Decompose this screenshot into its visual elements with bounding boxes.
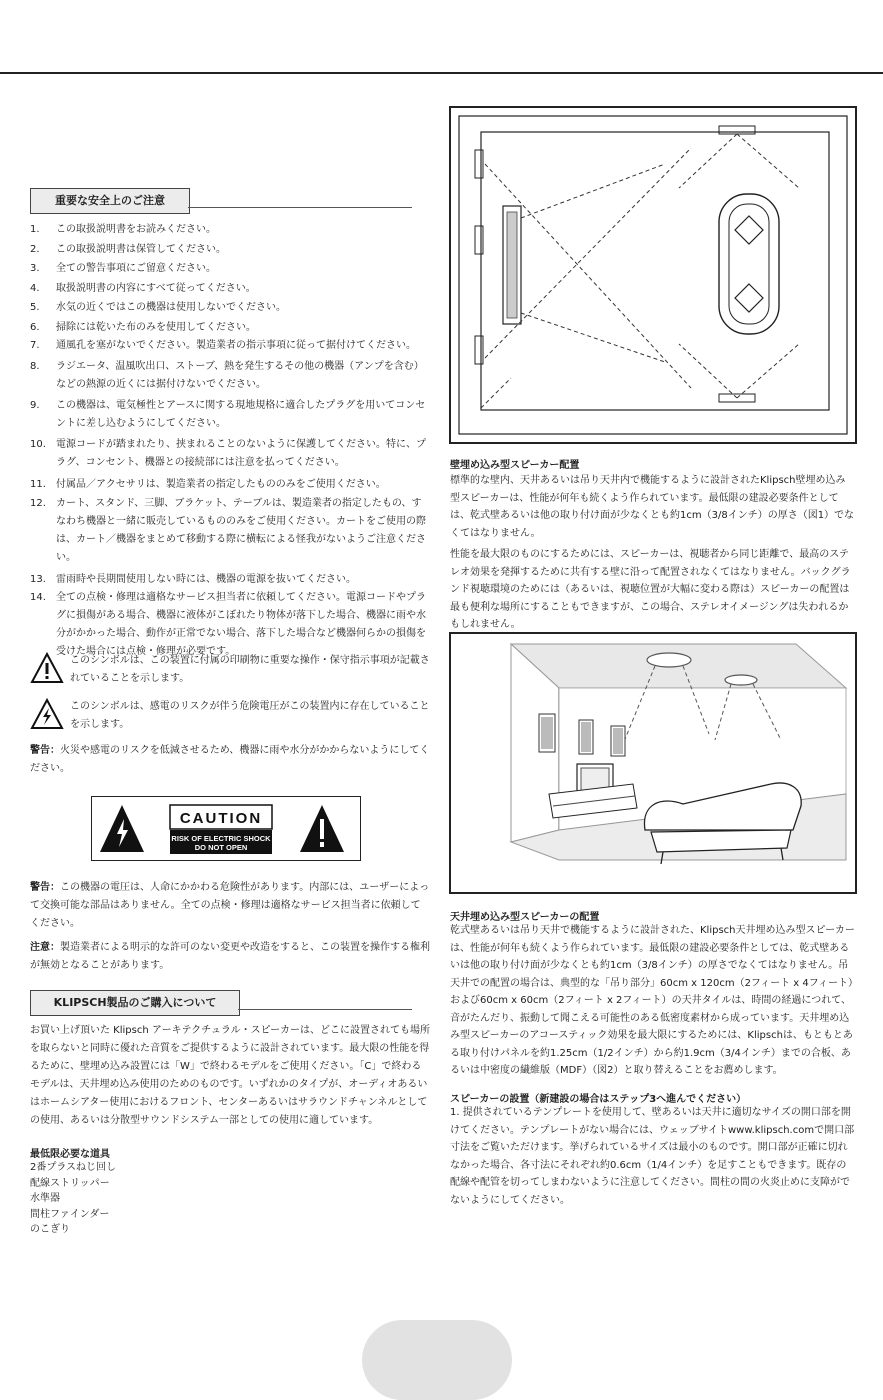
sofa-icon — [719, 194, 779, 334]
list-item: 3. 全ての警告事項にご留意ください。 — [30, 263, 216, 274]
notice: 注意：製造業者による明示的な許可のない変更や改造をすると、この装置を操作する権利が無効となることがあります。 — [30, 942, 430, 971]
symbol-shock-row — [30, 698, 430, 734]
caution-line1: RISK OF ELECTRIC SHOCK — [171, 834, 271, 843]
install-para1: 1. 提供されているテンプレートを使用して、壁あるいは天井に適切なサイズの開口部を開けてください。テンプレートがない場合には、ウェッブサイトwww.klipsch.comで開口部寸法をご覧いただけます。挙げられているサイズは最小のものです。開口部が正確に切れなかった場合、各寸法にそれぞれ約0.6cm（1/4インチ）を足すこともできます。既存の配線や配管を切ってしまわないように注意してください。間柱の間の火炎止めに支障がでないようにしてください。 — [450, 1107, 855, 1206]
list-item: 間柱ファインダー — [30, 1208, 110, 1220]
list-item: 7. 通風孔を塞がないでください。製造業者の指示事項に従って据付けてください。 — [30, 340, 416, 351]
list-item: 4. 取扱説明書の内容にすべて従ってください。 — [30, 282, 256, 294]
ceiling-para1: 乾式壁あるいは吊り天井で機能するように設計された、Klipsch天井埋め込み型スピーカーは、性能が何年も続くよう作られています。最低限の建設必要条件としては、乾式壁あるいは他の取り付け面が少なくとも約1cm（3/8インチ）の厚さでなくてはなりません。吊天井での配置の場合は、典型的な「吊り部分」60cm x 120cm（2フィート x 4フィート）および60cm x 60cm（2フィート x 2フィート）の天井タイルは、時間の経過につれて、音がたんだり、振動して聞こえる可能性のある低密度素材から成っています。天井埋め込み型スピーカーのアコースティック効果を最大限にするためには、Klipschは、もともとある取り付けパネルを約1.25cm（1/2インチ）から約1.9cm（3/4インチ）までの合板、あるいは中密度の繊維版（MDF）（図2）と取り替えることをお薦めします。 — [450, 925, 855, 1076]
wall-para2: 性能を最大限のものにするためには、スピーカーは、視聴者から同じ距離で、最高のステレオ効果を発揮するために共有する壁に沿って配置されなくてはなりません。バックグランド視聴環境のためには（あるいは、視聴位置が大幅に変わる際は）スピーカーの配置は最も便利な場所にすることもできますが、この場合、ステレオイメージングは失われるかもしれません。 — [450, 549, 851, 630]
list-item: 11. 付属品／アクセサリは、製造業者の指定したもののみをご使用ください。 — [30, 479, 386, 490]
caution-line2: DO NOT OPEN — [194, 843, 248, 852]
safety-heading: 重要な安全上のご注意 — [30, 188, 190, 214]
symbol2-text: このシンボルは、感電のリスクが伴う危険電圧がこの装置内に存在していることを示します。 — [70, 701, 430, 730]
tools-heading: 最低限必要な道具 — [30, 1149, 110, 1160]
list-item: 5. 水気の近くではこの機器は使用しないでください。 — [30, 302, 286, 313]
list-item: 8. ラジエータ、温風吹出口、ストーブ、熱を発生するその他の機器（アンプを含む）などの熱源の近くには据付けないでください。 — [30, 361, 424, 390]
figure-ceiling-placement — [449, 632, 857, 894]
exclamation-warning-icon — [300, 805, 344, 852]
purchase-body: お買い上げ頂いた Klipsch アーキテクチュラル・スピーカーは、どこに設置されても場所を取らないと同時に優れた音質をご提供するように設計されています。最大限の性能を得るために、壁埋め込み設置には「W」で終わるモデルをご使用ください。「C」で終わるモデルは、天井埋め込み使用のためのものです。いずれかのタイプが、オーディオあるいはホームシアター使用におけるフロント、センターあるいはサラウンドチャンネルとしての使用、あるいは分散型サウンドシステム一部としての使用に適しています。 — [30, 1025, 430, 1126]
lightning-warning-icon — [100, 805, 144, 852]
list-item: 6. 掃除には乾いた布のみを使用してください。 — [30, 321, 256, 333]
list-item: 9. この機器は、電気極性とアースに関する現地規格に適合したプラグを用いてコンセントに差し込むようにしてください。 — [30, 400, 426, 429]
top-rule — [0, 72, 883, 74]
list-item: 12. カート、スタンド、三脚、ブラケット、テーブルは、製造業者の指定したもの、すなわち機器と一緒に販売しているもののみをご使用ください。カートをご使用の際は、カート／機器をまとめて移動する際に横転による怪我がないようご注意ください。 — [30, 497, 426, 563]
list-item: 水準器 — [30, 1193, 60, 1204]
ceiling-heading: 天井埋め込み型スピーカーの配置 — [450, 912, 600, 923]
list-item: 1. この取扱説明書をお読みください。 — [30, 224, 216, 235]
caution-label — [91, 796, 361, 861]
list-item: 14. 全ての点検・修理は適格なサービス担当者に依頼してください。電源コードやプラグに損傷がある場合、機器に液体がこぼれたり物体が落下した場合、機器に雨や水分がかかった場合、動作が正常でない場合、落下した場合など機器何らかの損傷を受けた場合には点検・修理が必要です。 — [30, 592, 426, 657]
list-item: 配線ストリッパー — [30, 1177, 110, 1189]
figure-wall-placement — [449, 106, 857, 444]
list-item: 2. この取扱説明書は保管してください。 — [30, 243, 226, 255]
section-rule — [238, 1009, 412, 1010]
exclamation-warning-icon — [30, 652, 64, 684]
page-number-tab — [362, 1320, 512, 1400]
symbol1-text: このシンボルは、この装置に付属の印刷物に重要な操作・保守指示事項が記載されていることを示します。 — [70, 655, 430, 684]
caution-title: CAUTION — [179, 810, 263, 827]
list-item: 13. 雷雨時や長期間使用しない時には、機器の電源を抜いてください。 — [30, 573, 356, 585]
install-heading: スピーカーの設置（新建設の場合はステップ3へ進んでください） — [450, 1094, 747, 1105]
wall-para1: 標準的な壁内、天井あるいは吊り天井内で機能するように設計されたKlipsch壁埋め込み型スピーカーは、性能が何年も続くよう作られています。最低限の建設必要条件としては、乾式壁あるいは他の取り付け面が少なくとも約1cm（3/8インチ）の厚さ（図1）でなくてはなりません。 — [450, 475, 855, 539]
purchase-heading: KLIPSCH製品のご購入について — [30, 990, 240, 1016]
list-item: 10. 電源コードが踏まれたり、挟まれることのないように保護してください。特に、プラグ、コンセント、機器との接続部には注意を払ってください。 — [30, 439, 426, 468]
section-rule — [188, 207, 412, 208]
wall-heading: 壁埋め込み型スピーカー配置 — [450, 460, 580, 471]
symbol-info-row — [30, 652, 430, 688]
list-item: のこぎり — [30, 1224, 70, 1235]
tools-list — [30, 1160, 116, 1238]
list-item: 2番プラスねじ回し — [30, 1162, 117, 1173]
warning1: 警告：火災や感電のリスクを低減させるため、機器に雨や水分がかからないようにしてください。 — [30, 745, 430, 774]
warning2: 警告：この機器の電圧は、人命にかかわる危険性があります。内部には、ユーザーによって交換可能な部品はありません。全ての点検・修理は適格なサービス担当者に依頼してください。 — [30, 882, 430, 929]
safety-list — [30, 220, 430, 664]
lightning-warning-icon — [30, 698, 64, 730]
